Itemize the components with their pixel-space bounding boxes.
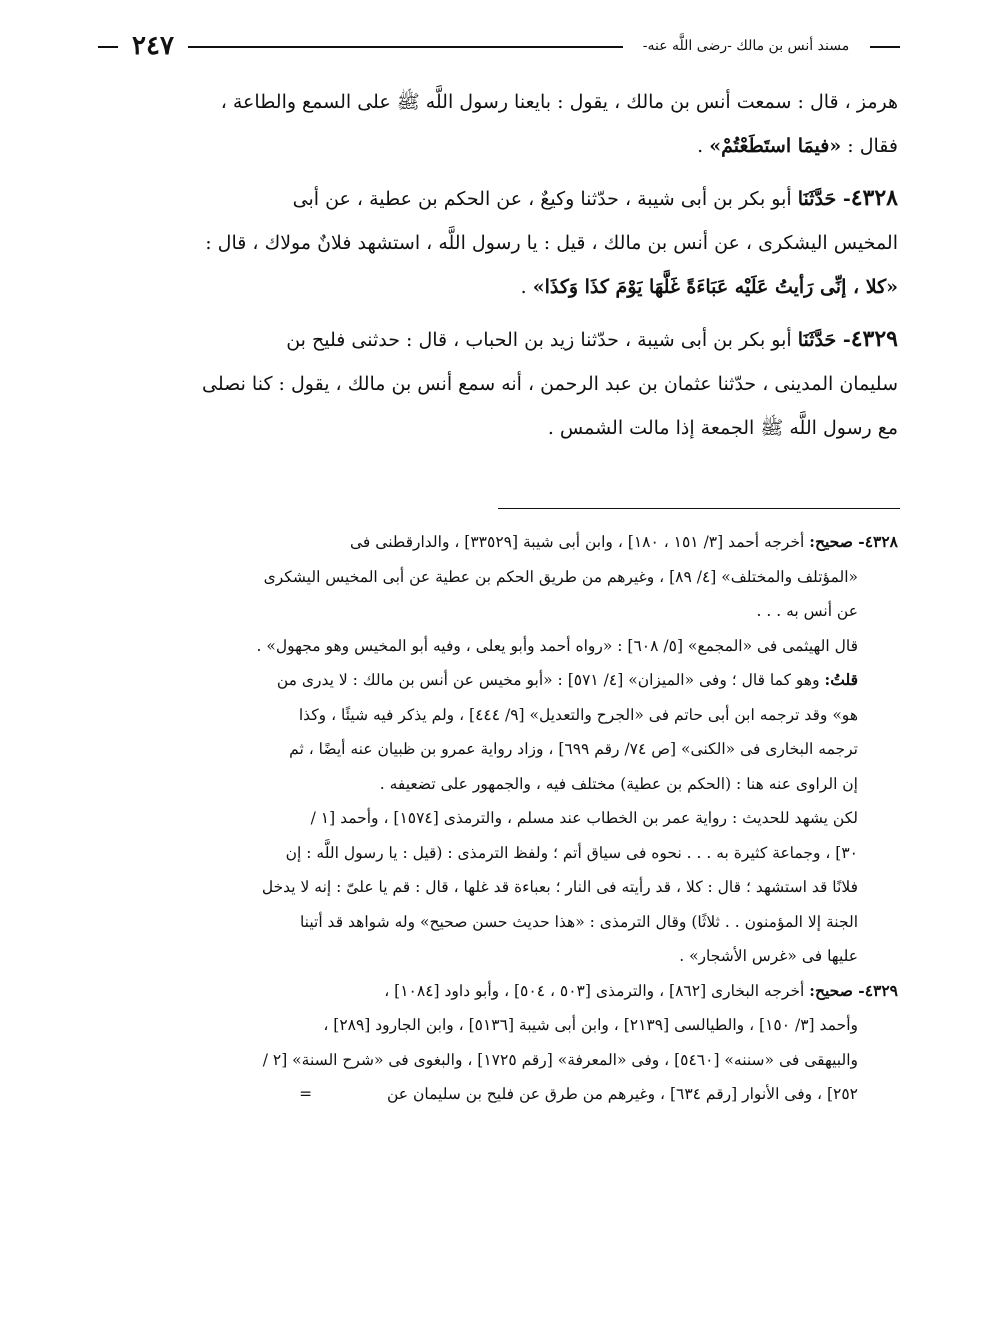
qultu-label: قلتُ: — [824, 670, 858, 689]
hadith-quote: «كلا ، إنِّى رَأيتُ عَلَيْه عَبَاءَةً غَلَّهَا يَوْمَ كذَا وَكذَا» — [532, 276, 898, 298]
footnote-line: إن الراوى عنه هنا : (الحكم بن عطية) مختلف فيه ، والجمهور على تضعيفه . — [379, 774, 858, 793]
running-title: مسند أنس بن مالك -رضى اللَّه عنه- — [642, 38, 850, 54]
footnote-line: الجنة إلا المؤمنون . . ثلاثًا) وقال الترمذى : «هذا حديث حسن صحيح» وله شواهد قد أتينا — [299, 912, 858, 931]
footnote-line: ٢٥٢] ، وفى الأنوار [رقم ٦٣٤] ، وغيرهم من طرق عن فليح بن سليمان عن = — [85, 1077, 898, 1112]
text-line: سليمان المدينى ، حدّثنا عثمان بن عبد الرحمن ، أنه سمع أنس بن مالك ، يقول : كنا نصلى — [202, 373, 898, 395]
footnote-line: هو» وقد ترجمه ابن أبى حاتم فى «الجرح والتعديل» [٩/ ٤٤٤] ، ولم يذكر فيه شيئًا ، وكذا — [298, 705, 858, 724]
footnote-line: ٣٠] ، وجماعة كثيرة به . . . نحوه فى سياق أتم ؛ ولفظ الترمذى : (قيل : يا رسول اللَّه : إن — [285, 843, 858, 862]
footnote-4329: ٤٣٢٩- صحيح: أخرجه البخارى [٨٦٢] ، والترمذى [٥٠٣ ، ٥٠٤] ، وأبو داود [١٠٨٤] ، — [384, 980, 898, 1000]
text-line: «كلا ، إنِّى رَأيتُ عَلَيْه عَبَاءَةً غَلَّهَا يَوْمَ كذَا وَكذَا» . — [520, 276, 898, 298]
hadith-number: ٤٣٢٨ — [850, 185, 898, 211]
footnote-label: ٤٣٢٨- صحيح: — [809, 532, 898, 551]
footnote-line: «المؤتلف والمختلف» [٤/ ٨٩] ، وغيرهم من طريق الحكم بن عطية عن أبى المخيس اليشكرى — [263, 567, 858, 586]
text-line: فقال : «فيمَا استَطَعْتُمْ» . — [697, 135, 898, 157]
continuation-mark: = — [299, 1085, 313, 1103]
page-number: ٢٤٧ — [118, 30, 188, 62]
hadith-4329: ٤٣٢٩- حَدَّثَنَا أبو بكر بن أبى شيبة ، حدّثنا زيد بن الحباب ، قال : حدثنى فليح بن — [286, 326, 898, 352]
hadith-quote: «فيمَا استَطَعْتُمْ» — [709, 135, 842, 157]
footnote-line: فلانًا قد استشهد ؛ قال : كلا ، قد رأيته فى النار ؛ بعباءة قد غلها ، قال : قم يا علىّ : إنه لا يدخل — [261, 878, 858, 896]
hadith-4328: ٤٣٢٨- حَدَّثَنَا أبو بكر بن أبى شيبة ، حدّثنا وكيعٌ ، عن الحكم بن عطية ، عن أبى — [292, 185, 898, 211]
text-line: هرمز ، قال : سمعت أنس بن مالك ، يقول : بايعنا رسول اللَّه ﷺ على السمع والطاعة ، — [220, 91, 898, 113]
footnote-4328: ٤٣٢٨- صحيح: أخرجه أحمد [٣/ ١٥١ ، ١٨٠] ، وابن أبى شيبة [٣٣٥٢٩] ، والدارقطنى فى — [350, 532, 898, 551]
main-text — [85, 80, 898, 450]
text-line: مع رسول اللَّه ﷺ الجمعة إذا مالت الشمس . — [547, 417, 898, 439]
footnote-label: ٤٣٢٩- صحيح: — [809, 980, 898, 1000]
footnote-line: قال الهيثمى فى «المجمع» [٥/ ٦٠٨] : «رواه أحمد وأبو يعلى ، وفيه أبو المخيس وهو مجهول» . — [256, 636, 858, 655]
footnote-line: قلتُ: وهو كما قال ؛ وفى «الميزان» [٤/ ٥٧١] : «أبو مخيس عن أنس بن مالك : لا يدرى من — [276, 670, 858, 689]
header-rule-right — [870, 46, 900, 48]
footnote-line: والبيهقى فى «سننه» [٥٤٦٠] ، وفى «المعرفة» [رقم ١٧٢٥] ، والبغوى فى «شرح السنة» [٢ / — [262, 1050, 858, 1069]
hadith-number: ٤٣٢٩ — [850, 326, 898, 352]
footnote-line: وأحمد [٣/ ١٥٠] ، والطيالسى [٢١٣٩] ، وابن أبى شيبة [٥١٣٦] ، وابن الجارود [٢٨٩] ، — [323, 1016, 858, 1034]
footnote-separator — [498, 508, 900, 509]
footnote-line: عليها فى «غرس الأشجار» . — [679, 947, 858, 965]
footnote-line: ترجمه البخارى فى «الكنى» [ص ٧٤/ رقم ٦٩٩] ، وزاد رواية عمرو بن ظبيان عنه أيضًا ، ثم — [289, 740, 858, 758]
text-line: المخيس اليشكرى ، عن أنس بن مالك ، قيل : يا رسول اللَّه ، استشهد فلانٌ مولاك ، قال : — [205, 232, 898, 254]
footnote-line: عن أنس به . . . — [756, 602, 858, 620]
footnote-line: لكن يشهد للحديث : رواية عمر بن الخطاب عند مسلم ، والترمذى [١٥٧٤] ، وأحمد [١ / — [310, 809, 858, 827]
footnotes — [85, 525, 898, 1112]
